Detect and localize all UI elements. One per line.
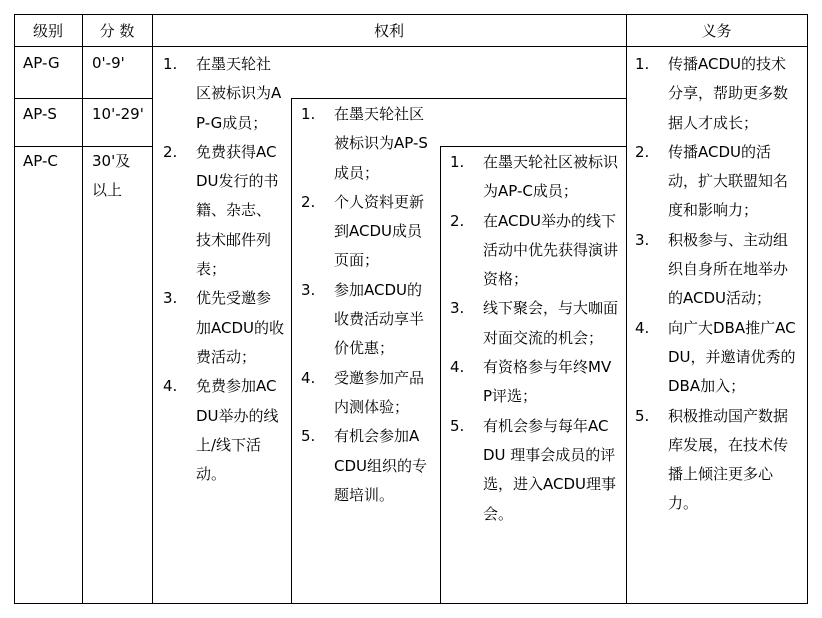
rights-ap-s-list — [301, 100, 429, 510]
list-item: 5. 积极推动国产数据库发展，在技术传播上倾注更多心力。 — [635, 406, 789, 513]
header-score: 分 数 — [99, 22, 135, 40]
level-ap-s: AP-S — [23, 105, 57, 123]
list-item: 4. 受邀参加产品内测体验； — [301, 368, 425, 416]
level-ap-g: AP-G — [23, 54, 60, 72]
list-item: 1. 在墨天轮社区被标识为AP-G成员； — [163, 55, 282, 132]
rights-ap-c-list — [450, 148, 618, 529]
score-ap-g: 0'-9' — [92, 54, 125, 72]
level-ap-c: AP-C — [23, 152, 58, 170]
list-item: 3. 线下聚会，与大咖面对面交流的机会； — [450, 299, 619, 347]
list-item: 2. 免费获得ACDU发行的书籍、杂志、技术邮件列表； — [163, 142, 279, 279]
list-item: 5. 有机会参与每年ACDU 理事会成员的评选，进入ACDU理事会。 — [450, 416, 617, 523]
list-item: 3. 参加ACDU的收费活动享半价优惠； — [301, 280, 425, 358]
rights-ap-g-list — [163, 50, 285, 489]
list-item: 1. 在墨天轮社区被标识为AP-S成员； — [301, 105, 428, 182]
duties-list — [635, 50, 800, 519]
score-ap-c: 30'及以上 — [92, 152, 131, 199]
list-item: 4. 有资格参与年终MVP评选； — [450, 358, 612, 406]
header-level: 级别 — [32, 22, 63, 40]
list-item: 4. 向广大DBA推广ACDU，并邀请优秀的DBA加入； — [635, 318, 796, 396]
header-duties: 义务 — [701, 22, 732, 40]
list-item: 4. 免费参加ACDU举办的线上/线下活动。 — [163, 377, 279, 484]
list-item: 3. 优先受邀参加ACDU的收费活动； — [163, 289, 285, 366]
list-item: 3. 积极参与、主动组织自身所在地举办的ACDU活动； — [635, 230, 789, 308]
list-item: 2. 在ACDU举办的线下活动中优先获得演讲资格； — [450, 211, 619, 289]
score-ap-s: 10'-29' — [92, 105, 144, 123]
list-item: 1. 在墨天轮社区被标识为AP-C成员； — [450, 153, 619, 201]
header-rights: 权利 — [373, 22, 404, 40]
list-item: 2. 个人资料更新到ACDU成员页面； — [301, 192, 425, 270]
list-item: 2. 传播ACDU的活动，扩大联盟知名度和影响力； — [635, 142, 789, 220]
list-item: 1. 传播ACDU的技术分享，帮助更多数据人才成长； — [635, 55, 789, 132]
list-item: 5. 有机会参加ACDU组织的专题培训。 — [301, 427, 428, 504]
